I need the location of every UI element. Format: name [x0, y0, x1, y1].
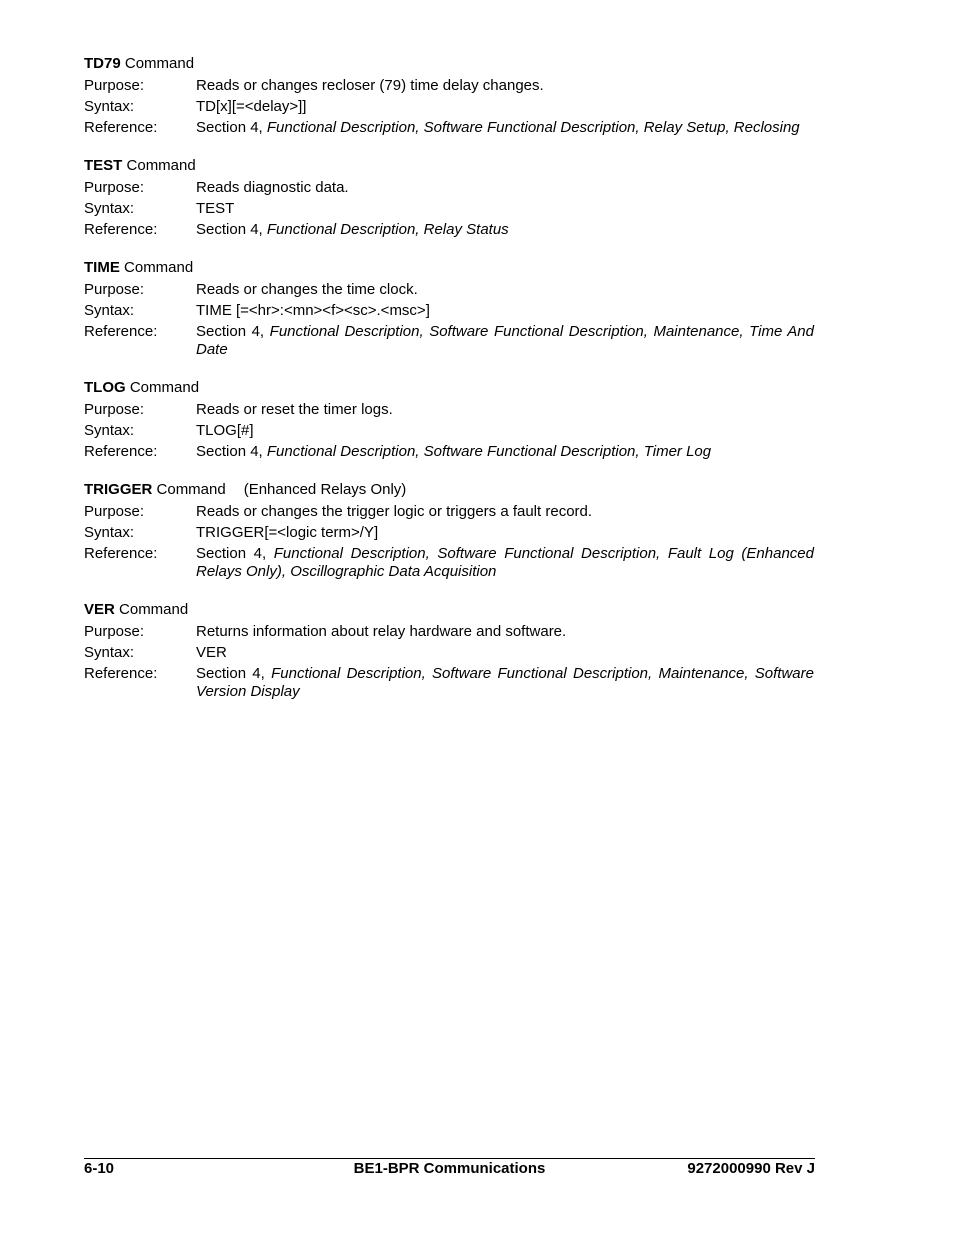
purpose-row: [84, 623, 814, 641]
syntax-label: Syntax:: [84, 98, 135, 115]
command-name: TD79: [84, 55, 121, 72]
reference-label: Reference:: [84, 545, 158, 562]
purpose-text: Reads or changes the trigger logic or triggers a fault record.: [196, 503, 593, 520]
syntax-label: Syntax:: [84, 302, 135, 319]
syntax-text: TRIGGER[=<logic term>/Y]: [196, 524, 379, 541]
syntax-text: TD[x][=<delay>]]: [196, 98, 307, 115]
reference-label: Reference:: [84, 119, 158, 136]
reference-text: [196, 443, 814, 461]
syntax-row: [84, 524, 814, 542]
command-heading: [84, 379, 814, 401]
reference-prefix: Section 4,: [196, 221, 267, 238]
reference-text: [196, 323, 814, 359]
command-entry: [84, 157, 814, 239]
reference-row: [84, 545, 814, 581]
reference-label: Reference:: [84, 443, 158, 460]
syntax-label: Syntax:: [84, 644, 135, 661]
reference-prefix: Section 4,: [196, 545, 274, 562]
reference-text: [196, 221, 814, 239]
command-word: Command: [129, 379, 200, 396]
syntax-text: VER: [196, 644, 227, 661]
reference-label: Reference:: [84, 323, 158, 340]
command-heading: [84, 601, 814, 623]
command-word: Command: [156, 481, 226, 498]
syntax-label: Syntax:: [84, 422, 135, 439]
command-entry: [84, 55, 814, 137]
purpose-row: [84, 503, 814, 521]
command-heading: [84, 55, 814, 77]
purpose-text: Reads or changes recloser (79) time delay changes.: [196, 77, 544, 94]
page-footer: [84, 1160, 815, 1180]
reference-row: [84, 443, 814, 461]
command-name: TEST: [84, 157, 123, 174]
command-word: Command: [124, 55, 195, 72]
command-entry: [84, 379, 814, 461]
command-name: TLOG: [84, 379, 126, 396]
command-list: [84, 55, 814, 721]
reference-label: Reference:: [84, 221, 158, 238]
purpose-row: [84, 281, 814, 299]
syntax-row: [84, 200, 814, 218]
purpose-text: Reads or reset the timer logs.: [196, 401, 393, 418]
footer-title: BE1-BPR Communications: [353, 1160, 546, 1177]
command-name: VER: [84, 601, 115, 618]
purpose-text: Reads diagnostic data.: [196, 179, 349, 196]
purpose-row: [84, 401, 814, 419]
reference-label: Reference:: [84, 665, 158, 682]
purpose-label: Purpose:: [84, 281, 145, 298]
reference-prefix: Section 4,: [196, 119, 267, 136]
command-note: (Enhanced Relays Only): [243, 481, 407, 498]
reference-prefix: Section 4,: [196, 323, 270, 340]
command-word: Command: [126, 157, 196, 174]
syntax-label: Syntax:: [84, 200, 135, 217]
purpose-label: Purpose:: [84, 77, 145, 94]
command-word: Command: [124, 259, 194, 276]
command-entry: [84, 259, 814, 359]
syntax-text: TLOG[#]: [196, 422, 254, 439]
purpose-label: Purpose:: [84, 179, 145, 196]
reference-row: [84, 665, 814, 701]
command-word: Command: [119, 601, 189, 618]
syntax-row: [84, 98, 814, 116]
purpose-label: Purpose:: [84, 623, 145, 640]
reference-topic: Functional Description, Software Functional Description, Relay Setup, Reclosing: [266, 119, 800, 136]
command-heading: [84, 259, 814, 281]
reference-text: [196, 545, 814, 581]
syntax-row: [84, 302, 814, 320]
reference-row: [84, 323, 814, 359]
reference-row: [84, 119, 814, 137]
reference-text: [196, 665, 814, 701]
command-entry: [84, 601, 814, 701]
reference-topic: Functional Description, Software Functional Description, Fault Log (Enhanced Relays Only), Oscillographic Data Acquisition: [196, 545, 814, 580]
command-name: TRIGGER: [84, 481, 153, 498]
reference-topic: Functional Description, Relay Status: [266, 221, 509, 238]
command-entry: [84, 481, 814, 581]
syntax-label: Syntax:: [84, 524, 135, 541]
reference-row: [84, 221, 814, 239]
footer-page-number: 6-10: [84, 1160, 115, 1177]
command-heading: [84, 157, 814, 179]
syntax-text: TIME [=<hr>:<mn><f><sc>.<msc>]: [196, 302, 430, 319]
reference-topic: Functional Description, Software Functional Description, Maintenance, Software Version Display: [196, 665, 814, 700]
purpose-text: Reads or changes the time clock.: [196, 281, 418, 298]
syntax-row: [84, 644, 814, 662]
command-name: TIME: [84, 259, 120, 276]
purpose-row: [84, 179, 814, 197]
purpose-label: Purpose:: [84, 401, 145, 418]
reference-prefix: Section 4,: [196, 443, 267, 460]
reference-text: [196, 119, 814, 137]
reference-topic: Functional Description, Software Functional Description, Timer Log: [266, 443, 712, 460]
purpose-label: Purpose:: [84, 503, 145, 520]
command-heading: [84, 481, 814, 503]
purpose-row: [84, 77, 814, 95]
syntax-text: TEST: [196, 200, 235, 217]
purpose-text: Returns information about relay hardware and software.: [196, 623, 567, 640]
footer-divider: [84, 1158, 815, 1159]
syntax-row: [84, 422, 814, 440]
reference-prefix: Section 4,: [196, 665, 272, 682]
reference-topic: Functional Description, Software Functional Description, Maintenance, Time And Date: [196, 323, 814, 358]
footer-doc-number: 9272000990 Rev J: [687, 1160, 815, 1177]
